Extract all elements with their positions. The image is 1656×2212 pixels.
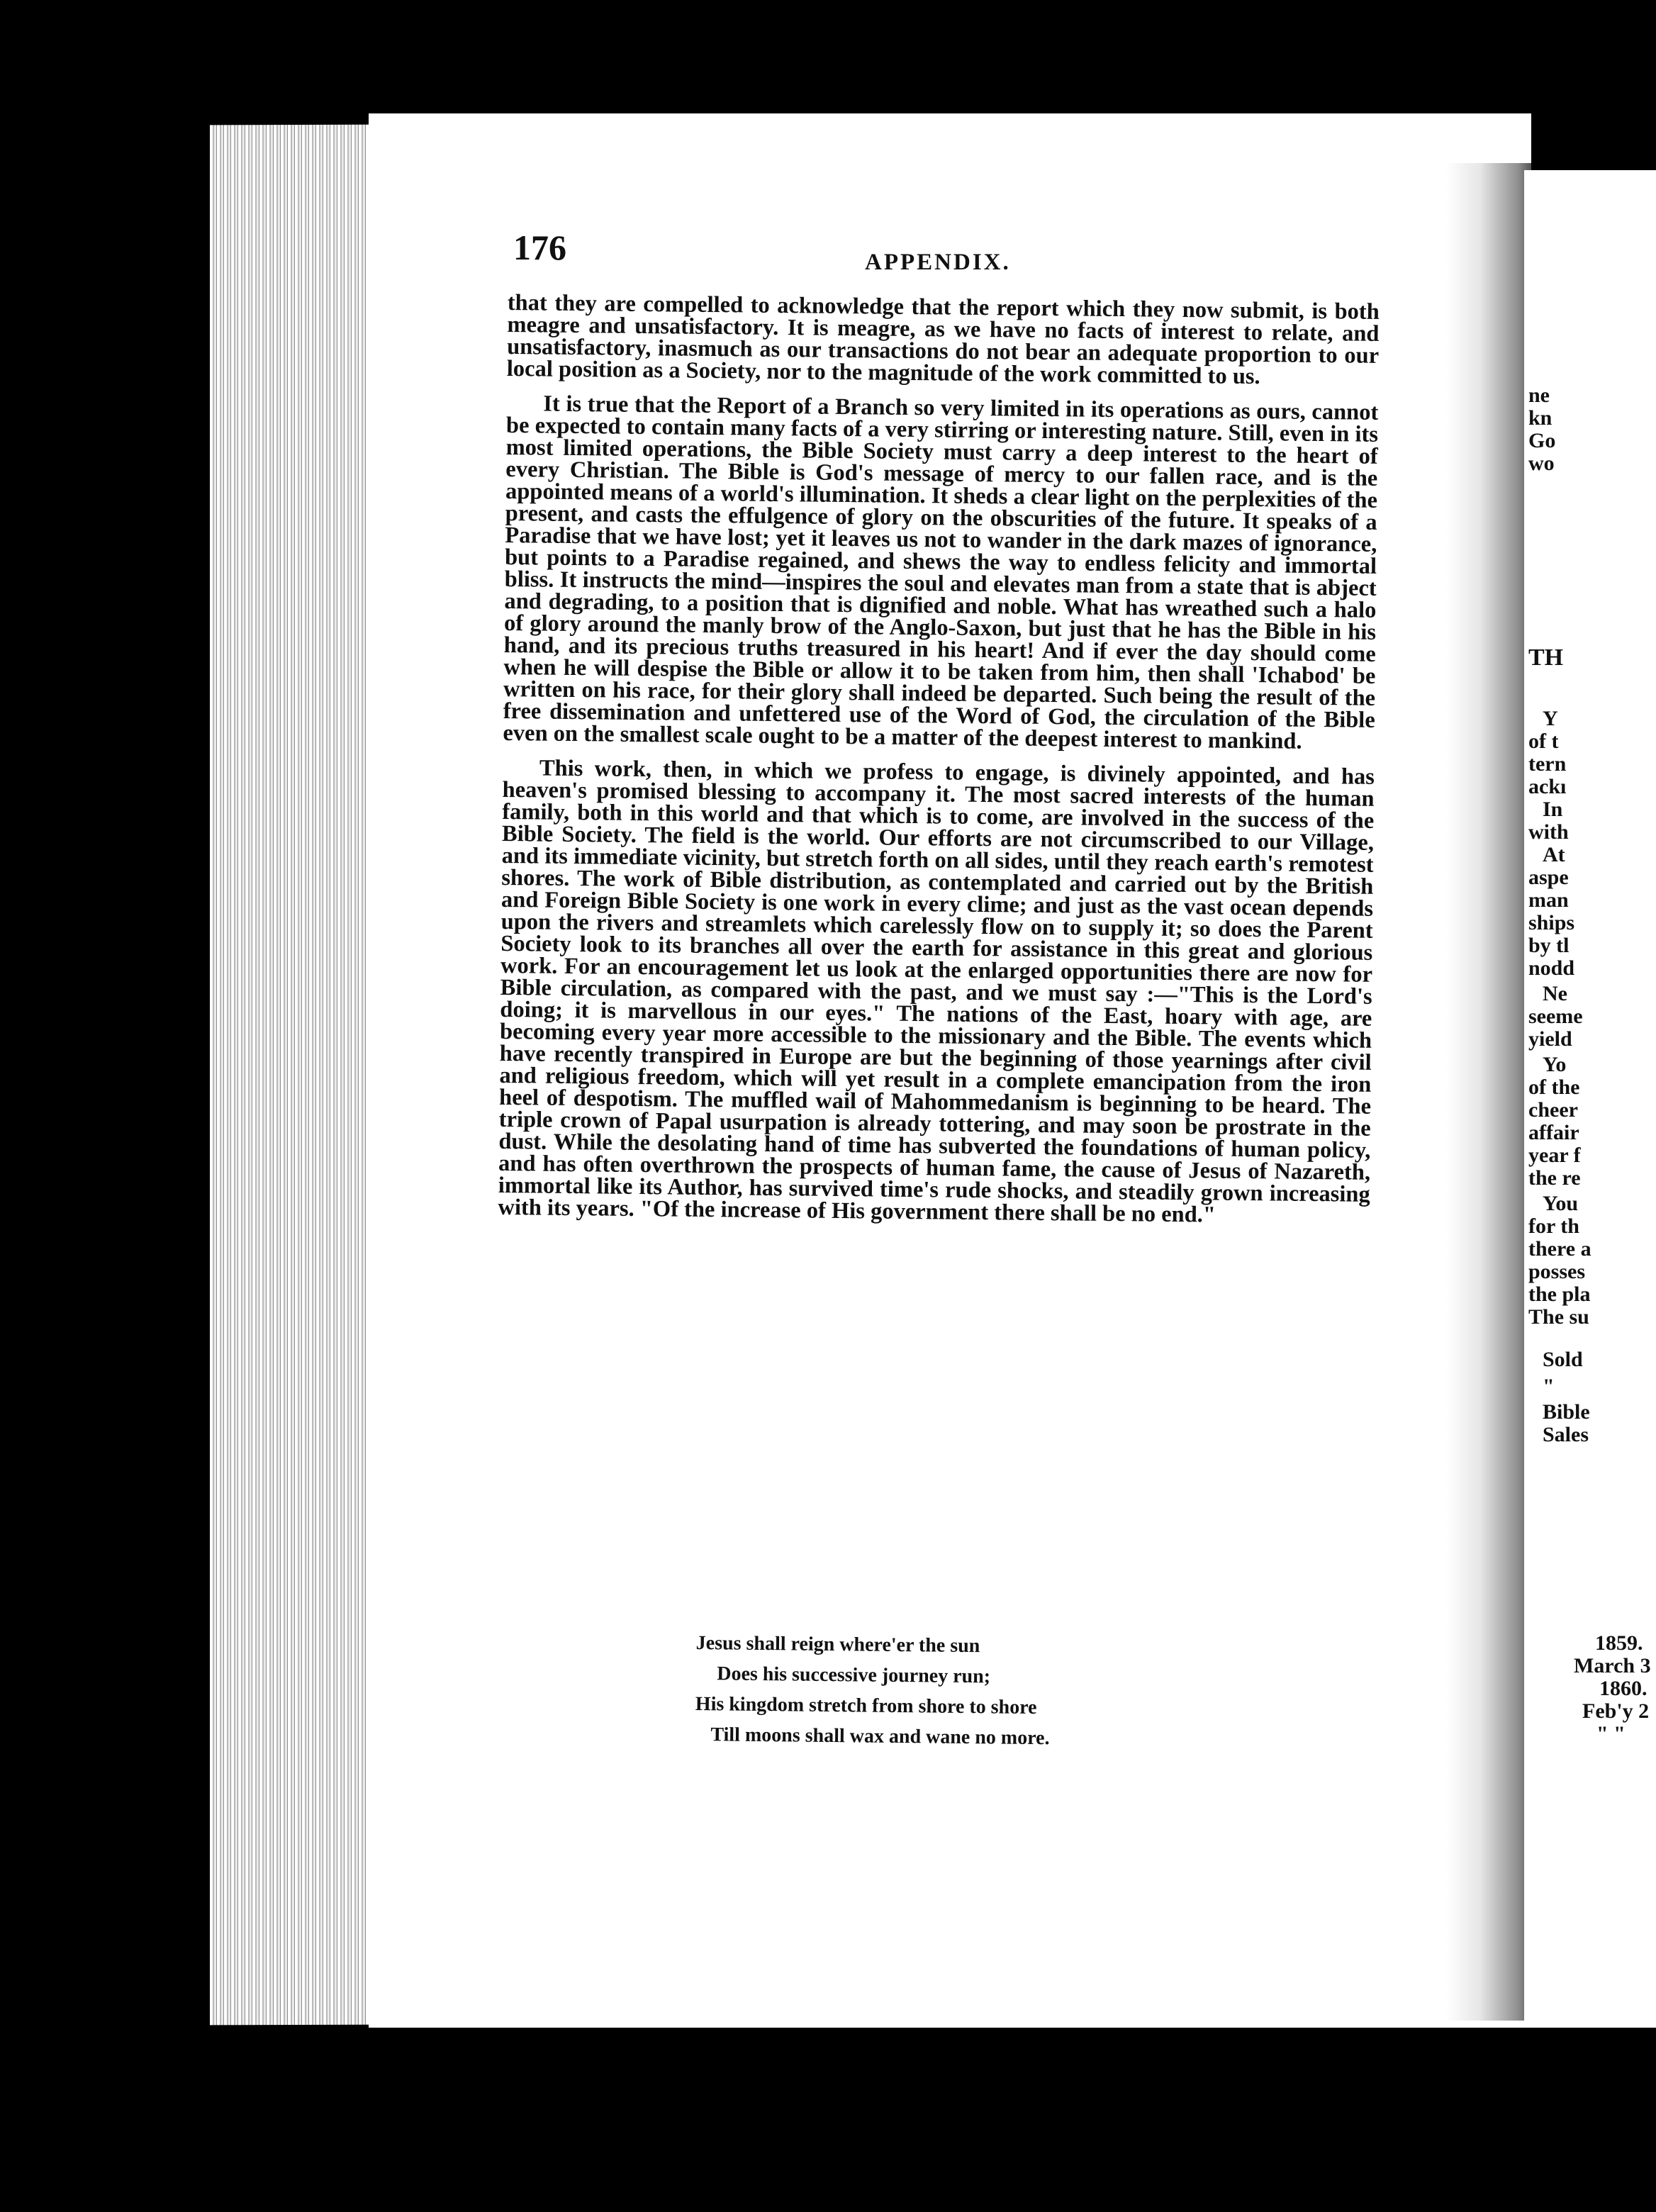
right-fragment: tern: [1528, 752, 1567, 776]
paragraph: This work, then, in which we profess to engage, is divinely appointed, and has heaven's promised blessing to accompany it. The most sacred interests of the human family, both in this world and that which is to come, are involved in the success of the Bible Society. The field is the world. Our efforts are not circumscribed to our Village, and its immediate vicinity, but stretch forth on all sides, until they reach earth's remotest shores. The work of Bible distribution, as contemplated and carried out by the British and Foreign Bible Society is one work in every clime; and just as the vast ocean depends upon the rivers and streamlets which carelessly flow on to supply it; so does the Parent Society look to its branches all over the earth for assistance in this great and glorious work. For an encouragement let us look at the enlarged opportunities there are now for Bible circulation, as compared with the past, and we must say :—"This is the Lord's doing; it is marvellous in our eyes." The nations of the East, hoary with age, are becoming every year more accessible to the missionary and the Bible. The events which have recently transpired in Europe are but the beginning of those yearnings after civil and religious freedom, which will yet result in a complete emancipation from the iron heel of despotism. The muffled wail of Mahommedanism is beginning to be heard. The triple crown of Papal usurpation is already tottering, and may soon be prostrate in the dust. While the desolating hand of time has subverted the foundations of human policy, and has often overthrown the prospects of human fame, the cause of Jesus of Nazareth, immortal like its Author, has survived time's rude shocks, and steadily grown increasing with its years. "Of the increase of His government there shall be no end.": [498, 755, 1375, 1228]
verse-quotation: [695, 1628, 1263, 1755]
right-fragment: kn: [1528, 406, 1552, 430]
verse-line: His kingdom stretch from shore to shore: [695, 1692, 1037, 1719]
right-fragment: of the: [1528, 1076, 1580, 1099]
right-fragment: nodd: [1528, 956, 1575, 980]
verse-line: Jesus shall reign where'er the sun: [695, 1631, 980, 1658]
right-fragment: " ": [1596, 1722, 1626, 1745]
right-fragment: with: [1528, 820, 1569, 844]
right-fragment: wo: [1528, 452, 1555, 475]
page-number: 176: [513, 228, 566, 267]
paragraph: that they are compelled to acknowledge that the report which they now submit, is both meagre and unsatisfactory. It is meagre, as we have no facts of interest to relate, and unsatisfactory, inasmuch as our transactions do not bear an adequate proportion to our local position as a Society, nor to the magnitude of the work committed to us.: [506, 290, 1380, 390]
right-fragment: Sold: [1543, 1348, 1583, 1371]
right-fragment: Y: [1543, 707, 1558, 730]
right-fragment: 1860.: [1599, 1677, 1647, 1700]
book-gutter: [1446, 163, 1531, 2021]
right-fragment: Bible: [1543, 1400, 1590, 1424]
verse-line: Till moons shall wax and wane no more.: [710, 1724, 1050, 1750]
right-fragment: for th: [1528, 1214, 1579, 1238]
right-fragment: TH: [1528, 644, 1564, 671]
right-fragment: March 3: [1574, 1654, 1651, 1677]
right-fragment: cheer: [1528, 1098, 1578, 1122]
right-fragment: Ne: [1543, 982, 1567, 1005]
right-fragment: At: [1543, 843, 1565, 866]
right-fragment: Sales: [1543, 1423, 1589, 1446]
right-fragment: year f: [1528, 1144, 1581, 1167]
right-fragment: the re: [1528, 1166, 1581, 1190]
right-fragment: The su: [1528, 1305, 1589, 1329]
right-fragment: yield: [1528, 1027, 1572, 1051]
right-fragment: affair: [1528, 1121, 1579, 1144]
right-fragment: ": [1543, 1375, 1555, 1398]
right-fragment: Feb'y 2: [1582, 1699, 1650, 1723]
right-fragment: seeme: [1528, 1005, 1583, 1028]
right-fragment: ackı: [1528, 775, 1567, 798]
right-fragment: ships: [1528, 911, 1575, 934]
right-fragment: You: [1543, 1192, 1579, 1215]
verse-line: Does his successive journey run;: [717, 1663, 991, 1688]
right-fragment: by tl: [1528, 934, 1570, 957]
page-edges: [210, 125, 387, 2026]
right-fragment: man: [1528, 888, 1569, 912]
body-text: [498, 292, 1380, 1241]
right-fragment: In: [1543, 798, 1563, 821]
right-fragment: the pla: [1528, 1283, 1591, 1306]
right-fragment: 1859.: [1595, 1631, 1643, 1655]
right-fragment: Yo: [1543, 1053, 1567, 1076]
right-fragment: ne: [1528, 384, 1550, 407]
right-fragment: there a: [1528, 1237, 1591, 1261]
paragraph: It is true that the Report of a Branch so very limited in its operations as ours, cannot be expected to contain many facts of a very stirring or interesting nature. Still, even in its most limited operations, the Bible Society must carry a deep interest to the heart of every Christian. The Bible is God's message of mercy to our fallen race, and is the appointed means of a world's illumination. It sheds a clear light on the perplexities of the present, and casts the effulgence of glory on the obscurities of the future. It speaks of a Paradise that we have lost; yet it leaves us not to wander in the dark mazes of ignorance, but points to a Paradise regained, and shews the way to endless felicity and immortal bliss. It instructs the mind—inspires the soul and elevates man from a state that is abject and degrading, to a position that is dignified and noble. What has wreathed such a halo of glory around the manly brow of the Anglo-Saxon, but just that he has the Bible in his hand, and its precious truths treasured in his heart! And if ever the day should come when he will despise the Bible or allow it to be taken from him, then shall 'Ichabod' be written on his race, for their glory shall indeed be departed. Such being the result of the free dissemination and unfettered use of the Word of God, the circulation of the Bible even on the smallest scale ought to be a matter of the deepest interest to mankind.: [503, 391, 1379, 754]
right-fragment: aspe: [1528, 866, 1569, 889]
running-head: APPENDIX.: [865, 250, 1011, 275]
right-page: [1524, 170, 1656, 2028]
right-fragment: Go: [1528, 429, 1556, 452]
right-fragment: posses: [1528, 1260, 1586, 1283]
right-fragment: of t: [1528, 730, 1559, 753]
